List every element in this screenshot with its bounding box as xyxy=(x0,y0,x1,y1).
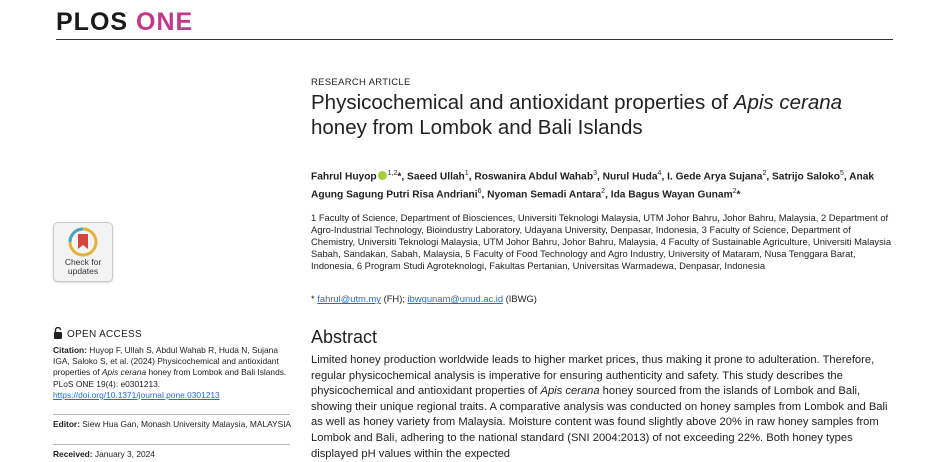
citation xyxy=(53,345,293,401)
author-name[interactable]: Nurul Huda xyxy=(602,171,658,183)
corr-tag-2: (IBWG) xyxy=(505,293,537,304)
author-name[interactable]: I. Gede Arya Sujana xyxy=(667,171,763,183)
author-affil: 2 xyxy=(762,170,767,177)
author-affil: 2 xyxy=(732,187,737,195)
received-label: Received: xyxy=(53,449,93,459)
affiliations: 1 Faculty of Science, Department of Biosciences, Universiti Teknologi Malaysia, UTM Johor Bahru, Johor Bahru, Malaysia, 2 Department of Agro-Industrial Technology, Bioindustry Laboratory, Udayana University, Denpasar, Indonesia, 3 Faculty of Science, Department of Chemistry, Universiti Teknologi Malaysia, UTM Johor Bahru, Johor Bahru, Malaysia, 4 Faculty of Sustainable Agriculture, Universiti Malaysia Sabah, Sandakan, Sabah, Malaysia, 5 Faculty of Food Technology and Agro Industry, University of Mataram, Nusa Tenggara Barat, Indonesia, 6 Program Studi Agroteknologi, Fakultas Pertanian, Universitas Warmadewa, Denpasar, Indonesia xyxy=(311,212,892,271)
editor-label: Editor: xyxy=(53,419,80,429)
editor-text: Siew Hua Gan, Monash University Malaysia, MALAYSIA xyxy=(79,419,292,429)
email-link-2[interactable]: ibwgunam@unud.ac.id xyxy=(407,293,504,304)
divider xyxy=(53,444,290,445)
author-affil: 6 xyxy=(477,187,482,195)
doi-link[interactable]: https://doi.org/10.1371/journal.pone.0301213 xyxy=(53,389,220,400)
author-affil: 5 xyxy=(839,170,844,177)
received-date: January 3, 2024 xyxy=(92,449,155,459)
check-line-1: Check for xyxy=(64,257,102,267)
author-name[interactable]: Saeed Ullah xyxy=(407,171,465,183)
header-rule xyxy=(56,39,893,40)
author-name[interactable]: Satrijo Saloko xyxy=(772,171,840,183)
author-name[interactable]: Roswanira Abdul Wahab xyxy=(474,171,594,183)
author-name[interactable]: Fahrul Huyop xyxy=(311,171,377,183)
received xyxy=(53,449,155,459)
check-for-updates-label xyxy=(54,258,112,276)
editor xyxy=(53,419,293,430)
author-name[interactable]: Nyoman Semadi Antara xyxy=(487,189,602,201)
author-affil: 1 xyxy=(464,170,469,177)
logo-one: ONE xyxy=(136,8,194,36)
correspondence xyxy=(311,293,537,304)
title-species: Apis cerana xyxy=(733,91,843,114)
author-list: Fahrul Huyop $^{1,2}$*, Saeed Ullah$^1$, Roswanira Abdul Wahab$^3$, Nurul Huda$^4$, I. Gede Arya Sujana$^2$, Satrijo Saloko$^5$, Anak Agung Sagung Putri Risa Andriani$^6$, Nyoman Semadi Antara$^2$, Ida Bagus Wayan Gunam$^2$* xyxy=(311,170,875,201)
open-lock-icon xyxy=(53,327,63,339)
article-type: RESEARCH ARTICLE xyxy=(311,77,411,88)
orcid-icon[interactable] xyxy=(378,171,387,180)
abstract-text-1: Limited honey production worldwide leads to higher market prices, thus making it prone to adulteration. Therefore, regular physicochemical analysis is imperative for ensuring authenticity and safety. This study describes the physicochemical and antioxidant properties of xyxy=(311,354,875,398)
check-for-updates-button[interactable] xyxy=(53,222,113,282)
check-line-2: updates xyxy=(67,266,99,276)
abstract-text-2: honey sourced from the islands of Lombok and Bali, showing their unique regional traits. A comparative analysis was conducted on honey samples from Lombok and Bali as well as honey variety from Malaysia. Moisture content was found slightly above 20% in raw honey samples from Lombok and Bali, adhering to the national standard (SNI 2004:2013) of not exceeding 22%. Both honey types displayed pH values within the expected xyxy=(311,385,888,460)
abstract-species: Apis cerana xyxy=(540,385,600,398)
email-link-1[interactable]: fahrul@utm.my xyxy=(317,293,381,304)
abstract-text xyxy=(311,353,901,462)
bookmark-icon xyxy=(67,227,99,257)
logo-plos: PLOS xyxy=(56,8,129,36)
divider xyxy=(53,414,290,415)
author-name[interactable]: Ida Bagus Wayan Gunam xyxy=(610,189,733,201)
citation-text-1: Huyop F, Ullah S, Abdul Wahab R, Huda N, Sujana IGA, Saloko S, et al. (2024) Physicochemical and antioxidant properties of xyxy=(53,345,279,378)
corr-star: * xyxy=(311,293,315,304)
citation-species: Apis cerana xyxy=(101,367,147,378)
open-access-label: OPEN ACCESS xyxy=(67,329,142,340)
corr-tag-1: (FH); xyxy=(383,293,405,304)
abstract-heading: Abstract xyxy=(311,327,378,347)
title-text-1: Physicochemical and antioxidant properties of xyxy=(311,91,734,114)
author-affil: 3 xyxy=(593,170,597,177)
author-affil: 2 xyxy=(601,187,606,195)
article-title xyxy=(311,90,901,140)
author-affil: 1,2 xyxy=(387,170,398,177)
citation-label: Citation: xyxy=(53,345,87,355)
author-affil: 4 xyxy=(657,170,662,177)
author-name[interactable]: Anak Agung Sagung Putri Risa Andriani xyxy=(311,171,875,201)
open-access xyxy=(53,327,142,340)
title-text-2: honey from Lombok and Bali Islands xyxy=(311,116,643,139)
citation-text-2: honey from Lombok and Bali Islands. PLoS ONE 19(4): e0301213. xyxy=(53,367,287,389)
journal-logo[interactable] xyxy=(56,8,193,37)
